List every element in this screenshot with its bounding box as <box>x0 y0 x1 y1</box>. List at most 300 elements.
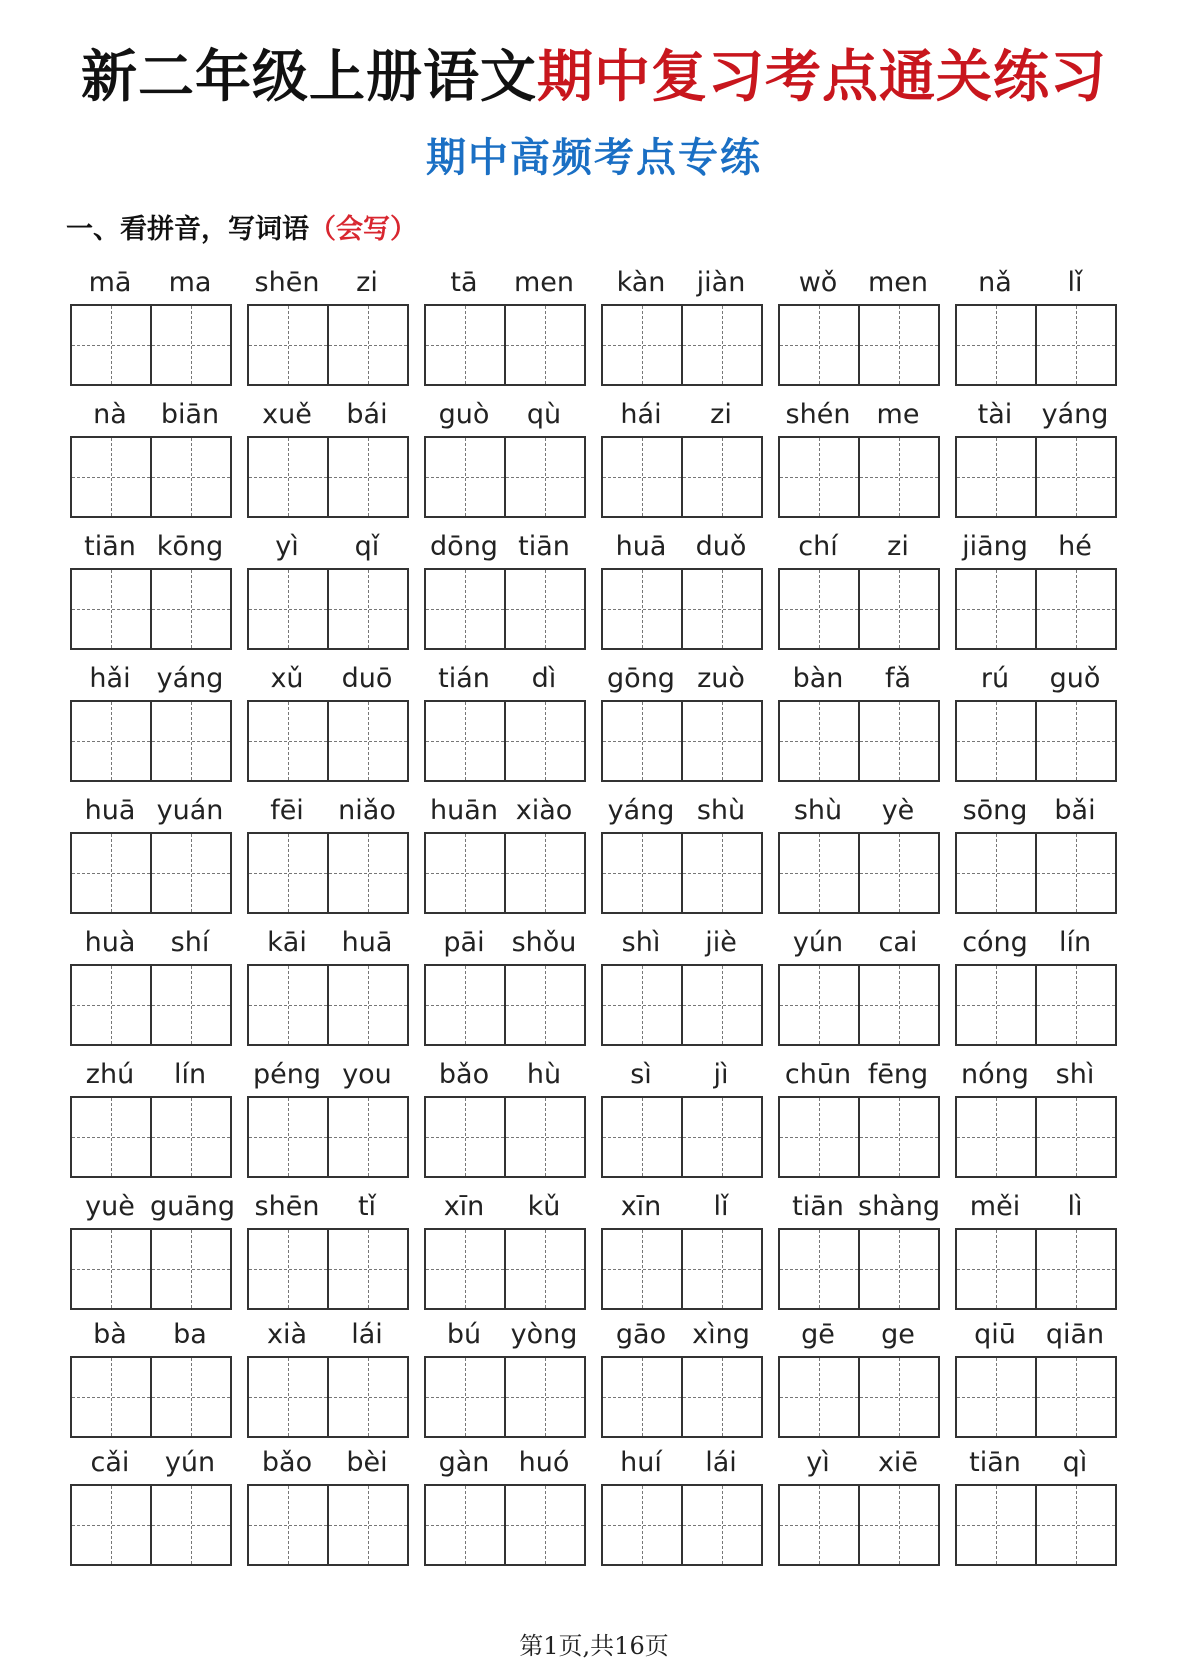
tianzige-box[interactable] <box>858 966 938 1044</box>
pinyin-pair <box>601 1444 763 1482</box>
pinyin-pair <box>424 924 586 962</box>
pinyin-syllable: shù <box>696 795 746 826</box>
writing-boxes <box>601 304 763 386</box>
tianzige-box[interactable] <box>780 966 858 1044</box>
pinyin-syllable: nóng <box>961 1059 1029 1090</box>
page-subtitle: 期中高频考点专练 <box>426 135 762 181</box>
tianzige-box[interactable] <box>957 438 1035 516</box>
tianzige-box[interactable] <box>249 1358 327 1436</box>
tianzige-box[interactable] <box>504 306 584 384</box>
word-item <box>601 264 763 396</box>
pinyin-syllable: péng <box>252 1059 321 1090</box>
writing-boxes <box>424 436 586 518</box>
word-item <box>424 1316 586 1444</box>
writing-boxes <box>247 964 409 1046</box>
pinyin-syllable: jiāng <box>962 531 1028 562</box>
tianzige-box[interactable] <box>72 1230 150 1308</box>
tianzige-box[interactable] <box>327 1098 407 1176</box>
word-item <box>601 396 763 528</box>
tianzige-box[interactable] <box>603 1358 681 1436</box>
tianzige-box[interactable] <box>426 1098 504 1176</box>
pinyin-syllable: qù <box>526 399 562 430</box>
pinyin-syllable: měi <box>969 1191 1021 1222</box>
writing-boxes <box>70 1096 232 1178</box>
writing-boxes <box>778 304 940 386</box>
pinyin-pair <box>778 1316 940 1354</box>
pinyin-syllable: zi <box>887 531 909 562</box>
tianzige-box[interactable] <box>327 1358 407 1436</box>
writing-boxes <box>247 700 409 782</box>
pinyin-syllable: xǔ <box>270 663 304 694</box>
tianzige-box[interactable] <box>426 306 504 384</box>
tianzige-box[interactable] <box>681 1358 761 1436</box>
writing-boxes <box>247 832 409 914</box>
pinyin-pair <box>424 1056 586 1094</box>
writing-boxes <box>424 1356 586 1438</box>
tianzige-box[interactable] <box>780 1358 858 1436</box>
word-item <box>778 660 940 792</box>
pinyin-syllable: lǐ <box>713 1191 729 1222</box>
writing-boxes <box>247 1228 409 1310</box>
tianzige-box[interactable] <box>327 834 407 912</box>
pinyin-syllable: mā <box>88 267 132 298</box>
pinyin-pair <box>247 264 409 302</box>
pinyin-syllable: bǎo <box>261 1447 313 1478</box>
pinyin-pair <box>424 528 586 566</box>
tianzige-box[interactable] <box>426 1230 504 1308</box>
pinyin-syllable: nà <box>93 399 127 430</box>
pinyin-pair <box>955 924 1117 962</box>
tianzige-box[interactable] <box>957 1486 1035 1564</box>
tianzige-box[interactable] <box>249 1098 327 1176</box>
pinyin-syllable: yáng <box>1041 399 1109 430</box>
pinyin-syllable: guǒ <box>1049 663 1101 694</box>
tianzige-box[interactable] <box>1035 1358 1115 1436</box>
pinyin-pair <box>778 1056 940 1094</box>
tianzige-box[interactable] <box>603 1486 681 1564</box>
pinyin-syllable: shì <box>621 927 661 958</box>
tianzige-box[interactable] <box>72 834 150 912</box>
tianzige-box[interactable] <box>150 1230 230 1308</box>
word-row <box>70 1056 1120 1188</box>
pinyin-syllable: lì <box>1067 1191 1083 1222</box>
pinyin-syllable: biān <box>160 399 220 430</box>
pinyin-pair <box>247 528 409 566</box>
pinyin-syllable: huā <box>615 531 667 562</box>
word-item <box>70 792 232 924</box>
pinyin-pair <box>778 1444 940 1482</box>
tianzige-box[interactable] <box>780 834 858 912</box>
pinyin-syllable: xiē <box>877 1447 919 1478</box>
tianzige-box[interactable] <box>249 438 327 516</box>
pinyin-syllable: xiào <box>515 795 573 826</box>
tianzige-box[interactable] <box>603 306 681 384</box>
word-item <box>955 528 1117 660</box>
tianzige-box[interactable] <box>858 702 938 780</box>
word-item <box>70 396 232 528</box>
tianzige-box[interactable] <box>603 834 681 912</box>
writing-boxes <box>70 1484 232 1566</box>
writing-boxes <box>778 964 940 1046</box>
pinyin-syllable: lǐ <box>1067 267 1083 298</box>
tianzige-box[interactable] <box>150 702 230 780</box>
tianzige-box[interactable] <box>150 570 230 648</box>
pinyin-pair <box>601 660 763 698</box>
pinyin-pair <box>778 396 940 434</box>
pinyin-syllable: rú <box>980 663 1010 694</box>
writing-boxes <box>955 304 1117 386</box>
word-row <box>70 264 1120 396</box>
tianzige-box[interactable] <box>858 1358 938 1436</box>
word-item <box>601 1444 763 1572</box>
tianzige-box[interactable] <box>504 1098 584 1176</box>
writing-boxes <box>70 1356 232 1438</box>
word-item <box>424 264 586 396</box>
word-item <box>955 1056 1117 1188</box>
writing-boxes <box>778 568 940 650</box>
writing-boxes <box>424 1228 586 1310</box>
pinyin-pair <box>601 792 763 830</box>
pinyin-syllable: bǎo <box>438 1059 490 1090</box>
pinyin-syllable: xuě <box>262 399 312 430</box>
tianzige-box[interactable] <box>426 438 504 516</box>
tianzige-box[interactable] <box>72 438 150 516</box>
title-part-grade: 新二年级上册语文 <box>81 44 537 110</box>
writing-boxes <box>778 1228 940 1310</box>
writing-boxes <box>955 1356 1117 1438</box>
pinyin-syllable: yì <box>806 1447 830 1478</box>
pinyin-syllable: bú <box>446 1319 482 1350</box>
pinyin-pair <box>601 1316 763 1354</box>
tianzige-box[interactable] <box>72 570 150 648</box>
pinyin-syllable: yè <box>881 795 915 826</box>
pinyin-syllable: shēn <box>254 267 320 298</box>
writing-boxes <box>424 832 586 914</box>
writing-boxes <box>70 1228 232 1310</box>
tianzige-box[interactable] <box>150 438 230 516</box>
tianzige-box[interactable] <box>681 1098 761 1176</box>
tianzige-box[interactable] <box>957 1098 1035 1176</box>
word-item <box>778 264 940 396</box>
pinyin-syllable: zi <box>710 399 732 430</box>
tianzige-box[interactable] <box>681 438 761 516</box>
pinyin-syllable: ba <box>173 1319 207 1350</box>
pinyin-syllable: shǒu <box>511 927 577 958</box>
word-item <box>247 1316 409 1444</box>
tianzige-box[interactable] <box>957 966 1035 1044</box>
tianzige-box[interactable] <box>150 306 230 384</box>
pinyin-pair <box>424 660 586 698</box>
tianzige-box[interactable] <box>249 570 327 648</box>
pinyin-pair <box>247 924 409 962</box>
tianzige-box[interactable] <box>780 1486 858 1564</box>
tianzige-box[interactable] <box>603 966 681 1044</box>
pinyin-pair <box>70 1444 232 1482</box>
tianzige-box[interactable] <box>1035 702 1115 780</box>
word-row <box>70 396 1120 528</box>
word-item <box>424 396 586 528</box>
pinyin-syllable: yáng <box>156 663 224 694</box>
writing-boxes <box>424 568 586 650</box>
tianzige-box[interactable] <box>1035 966 1115 1044</box>
tianzige-box[interactable] <box>681 702 761 780</box>
tianzige-box[interactable] <box>249 1486 327 1564</box>
tianzige-box[interactable] <box>327 438 407 516</box>
writing-boxes <box>955 436 1117 518</box>
tianzige-box[interactable] <box>426 966 504 1044</box>
writing-boxes <box>247 436 409 518</box>
pinyin-syllable: qiān <box>1045 1319 1105 1350</box>
pinyin-pair <box>955 1316 1117 1354</box>
tianzige-box[interactable] <box>603 1098 681 1176</box>
word-item <box>778 1056 940 1188</box>
pinyin-syllable: yì <box>275 531 299 562</box>
tianzige-box[interactable] <box>327 570 407 648</box>
tianzige-box[interactable] <box>957 1358 1035 1436</box>
tianzige-box[interactable] <box>504 438 584 516</box>
tianzige-box[interactable] <box>426 1358 504 1436</box>
word-item <box>955 1188 1117 1316</box>
word-row <box>70 660 1120 792</box>
word-item <box>247 1056 409 1188</box>
tianzige-box[interactable] <box>150 966 230 1044</box>
tianzige-box[interactable] <box>504 1230 584 1308</box>
tianzige-box[interactable] <box>1035 1486 1115 1564</box>
pinyin-syllable: cai <box>878 927 918 958</box>
tianzige-box[interactable] <box>681 1486 761 1564</box>
pinyin-syllable: dì <box>531 663 557 694</box>
pinyin-pair <box>70 1188 236 1226</box>
tianzige-box[interactable] <box>780 702 858 780</box>
pinyin-pair <box>778 660 940 698</box>
writing-boxes <box>70 700 232 782</box>
tianzige-box[interactable] <box>681 834 761 912</box>
pinyin-pair <box>247 1316 409 1354</box>
writing-boxes <box>778 1356 940 1438</box>
tianzige-box[interactable] <box>249 1230 327 1308</box>
writing-boxes <box>955 964 1117 1046</box>
word-item <box>955 396 1117 528</box>
tianzige-box[interactable] <box>681 966 761 1044</box>
tianzige-box[interactable] <box>426 570 504 648</box>
tianzige-box[interactable] <box>780 1098 858 1176</box>
pinyin-syllable: xīn <box>620 1191 662 1222</box>
writing-boxes <box>424 1484 586 1566</box>
tianzige-box[interactable] <box>504 702 584 780</box>
writing-boxes <box>601 964 763 1046</box>
word-item <box>778 528 940 660</box>
pinyin-pair <box>70 660 232 698</box>
word-item <box>247 264 409 396</box>
tianzige-box[interactable] <box>504 570 584 648</box>
tianzige-box[interactable] <box>249 702 327 780</box>
pinyin-syllable: men <box>513 267 575 298</box>
tianzige-box[interactable] <box>957 1230 1035 1308</box>
tianzige-box[interactable] <box>780 438 858 516</box>
word-item <box>778 792 940 924</box>
pinyin-syllable: zhú <box>85 1059 135 1090</box>
tianzige-box[interactable] <box>249 966 327 1044</box>
pinyin-pair <box>955 792 1117 830</box>
tianzige-box[interactable] <box>957 570 1035 648</box>
tianzige-box[interactable] <box>858 438 938 516</box>
pinyin-pair <box>601 396 763 434</box>
word-item <box>247 1188 409 1316</box>
tianzige-box[interactable] <box>150 834 230 912</box>
word-item <box>601 1056 763 1188</box>
pinyin-syllable: gē <box>801 1319 835 1350</box>
pinyin-syllable: xìng <box>692 1319 750 1350</box>
pinyin-syllable: sōng <box>962 795 1028 826</box>
pinyin-pair <box>424 1316 586 1354</box>
pinyin-syllable: huān <box>430 795 498 826</box>
tianzige-box[interactable] <box>780 306 858 384</box>
tianzige-box[interactable] <box>858 570 938 648</box>
pinyin-syllable: bà <box>93 1319 127 1350</box>
tianzige-box[interactable] <box>504 834 584 912</box>
word-row <box>70 924 1120 1056</box>
pinyin-syllable: shì <box>1055 1059 1095 1090</box>
pinyin-syllable: qǐ <box>354 531 380 562</box>
writing-boxes <box>424 1096 586 1178</box>
tianzige-box[interactable] <box>1035 438 1115 516</box>
pinyin-syllable: duō <box>341 663 393 694</box>
writing-boxes <box>601 1356 763 1438</box>
tianzige-box[interactable] <box>1035 834 1115 912</box>
tianzige-box[interactable] <box>249 306 327 384</box>
tianzige-box[interactable] <box>504 966 584 1044</box>
pinyin-pair <box>601 1056 763 1094</box>
pinyin-pair <box>424 396 586 434</box>
tianzige-box[interactable] <box>150 1098 230 1176</box>
pinyin-syllable: tā <box>450 267 478 298</box>
writing-boxes <box>70 304 232 386</box>
tianzige-box[interactable] <box>426 702 504 780</box>
tianzige-box[interactable] <box>858 1486 938 1564</box>
tianzige-box[interactable] <box>858 306 938 384</box>
pinyin-syllable: qiū <box>974 1319 1016 1350</box>
tianzige-box[interactable] <box>681 306 761 384</box>
tianzige-box[interactable] <box>327 966 407 1044</box>
word-item <box>70 1056 232 1188</box>
writing-boxes <box>955 1484 1117 1566</box>
word-row <box>70 1444 1120 1572</box>
section-label: 一、看拼音，写词语 <box>66 214 309 245</box>
tianzige-box[interactable] <box>603 702 681 780</box>
word-item <box>247 660 409 792</box>
pinyin-syllable: lái <box>351 1319 383 1350</box>
writing-boxes <box>424 700 586 782</box>
word-item <box>778 1188 940 1316</box>
pinyin-syllable: yún <box>164 1447 216 1478</box>
title-part-review: 期中复习考点通关练习 <box>537 44 1107 110</box>
section-heading <box>66 210 417 250</box>
writing-boxes <box>955 700 1117 782</box>
pinyin-syllable: yáng <box>607 795 675 826</box>
tianzige-box[interactable] <box>957 306 1035 384</box>
pinyin-syllable: zuò <box>697 663 745 694</box>
tianzige-box[interactable] <box>603 1230 681 1308</box>
tianzige-box[interactable] <box>1035 1230 1115 1308</box>
tianzige-box[interactable] <box>150 1358 230 1436</box>
tianzige-box[interactable] <box>72 966 150 1044</box>
tianzige-box[interactable] <box>603 438 681 516</box>
tianzige-box[interactable] <box>327 1230 407 1308</box>
word-item <box>778 924 940 1056</box>
tianzige-box[interactable] <box>603 570 681 648</box>
tianzige-box[interactable] <box>249 834 327 912</box>
tianzige-box[interactable] <box>780 1230 858 1308</box>
pinyin-syllable: shēn <box>254 1191 320 1222</box>
tianzige-box[interactable] <box>327 1486 407 1564</box>
page-title <box>0 42 1188 112</box>
pinyin-syllable: yún <box>792 927 844 958</box>
tianzige-box[interactable] <box>504 1358 584 1436</box>
tianzige-box[interactable] <box>327 702 407 780</box>
pinyin-syllable: shù <box>793 795 843 826</box>
word-item <box>601 660 763 792</box>
tianzige-box[interactable] <box>327 306 407 384</box>
word-item <box>70 1316 232 1444</box>
word-item <box>247 924 409 1056</box>
pinyin-syllable: yòng <box>510 1319 578 1350</box>
tianzige-box[interactable] <box>858 1098 938 1176</box>
tianzige-box[interactable] <box>681 570 761 648</box>
tianzige-box[interactable] <box>858 1230 938 1308</box>
tianzige-box[interactable] <box>957 702 1035 780</box>
pinyin-syllable: lái <box>705 1447 737 1478</box>
word-item <box>247 396 409 528</box>
pinyin-pair <box>247 1188 409 1226</box>
tianzige-box[interactable] <box>72 1486 150 1564</box>
tianzige-box[interactable] <box>1035 306 1115 384</box>
tianzige-box[interactable] <box>858 834 938 912</box>
word-item <box>424 924 586 1056</box>
tianzige-box[interactable] <box>957 834 1035 912</box>
pinyin-syllable: kàn <box>616 267 666 298</box>
pinyin-syllable: cóng <box>962 927 1028 958</box>
pinyin-pair <box>601 924 763 962</box>
writing-boxes <box>601 700 763 782</box>
tianzige-box[interactable] <box>72 1098 150 1176</box>
tianzige-box[interactable] <box>72 306 150 384</box>
tianzige-box[interactable] <box>681 1230 761 1308</box>
tianzige-box[interactable] <box>426 1486 504 1564</box>
pinyin-syllable: hé <box>1058 531 1092 562</box>
pinyin-syllable: tǐ <box>357 1191 377 1222</box>
pinyin-pair <box>778 792 940 830</box>
tianzige-box[interactable] <box>72 1358 150 1436</box>
word-item <box>955 1444 1117 1572</box>
word-row <box>70 1316 1120 1444</box>
tianzige-box[interactable] <box>150 1486 230 1564</box>
pinyin-syllable: gàn <box>438 1447 490 1478</box>
tianzige-box[interactable] <box>780 570 858 648</box>
pinyin-pair <box>778 1188 940 1226</box>
pinyin-pair <box>778 264 940 302</box>
tianzige-box[interactable] <box>72 702 150 780</box>
word-item <box>778 1444 940 1572</box>
pinyin-pair <box>778 924 940 962</box>
writing-boxes <box>247 1096 409 1178</box>
tianzige-box[interactable] <box>504 1486 584 1564</box>
pinyin-syllable: kǔ <box>527 1191 561 1222</box>
tianzige-box[interactable] <box>1035 570 1115 648</box>
pinyin-syllable: nǎ <box>978 267 1012 298</box>
tianzige-box[interactable] <box>426 834 504 912</box>
tianzige-box[interactable] <box>1035 1098 1115 1176</box>
pinyin-pair <box>601 264 763 302</box>
